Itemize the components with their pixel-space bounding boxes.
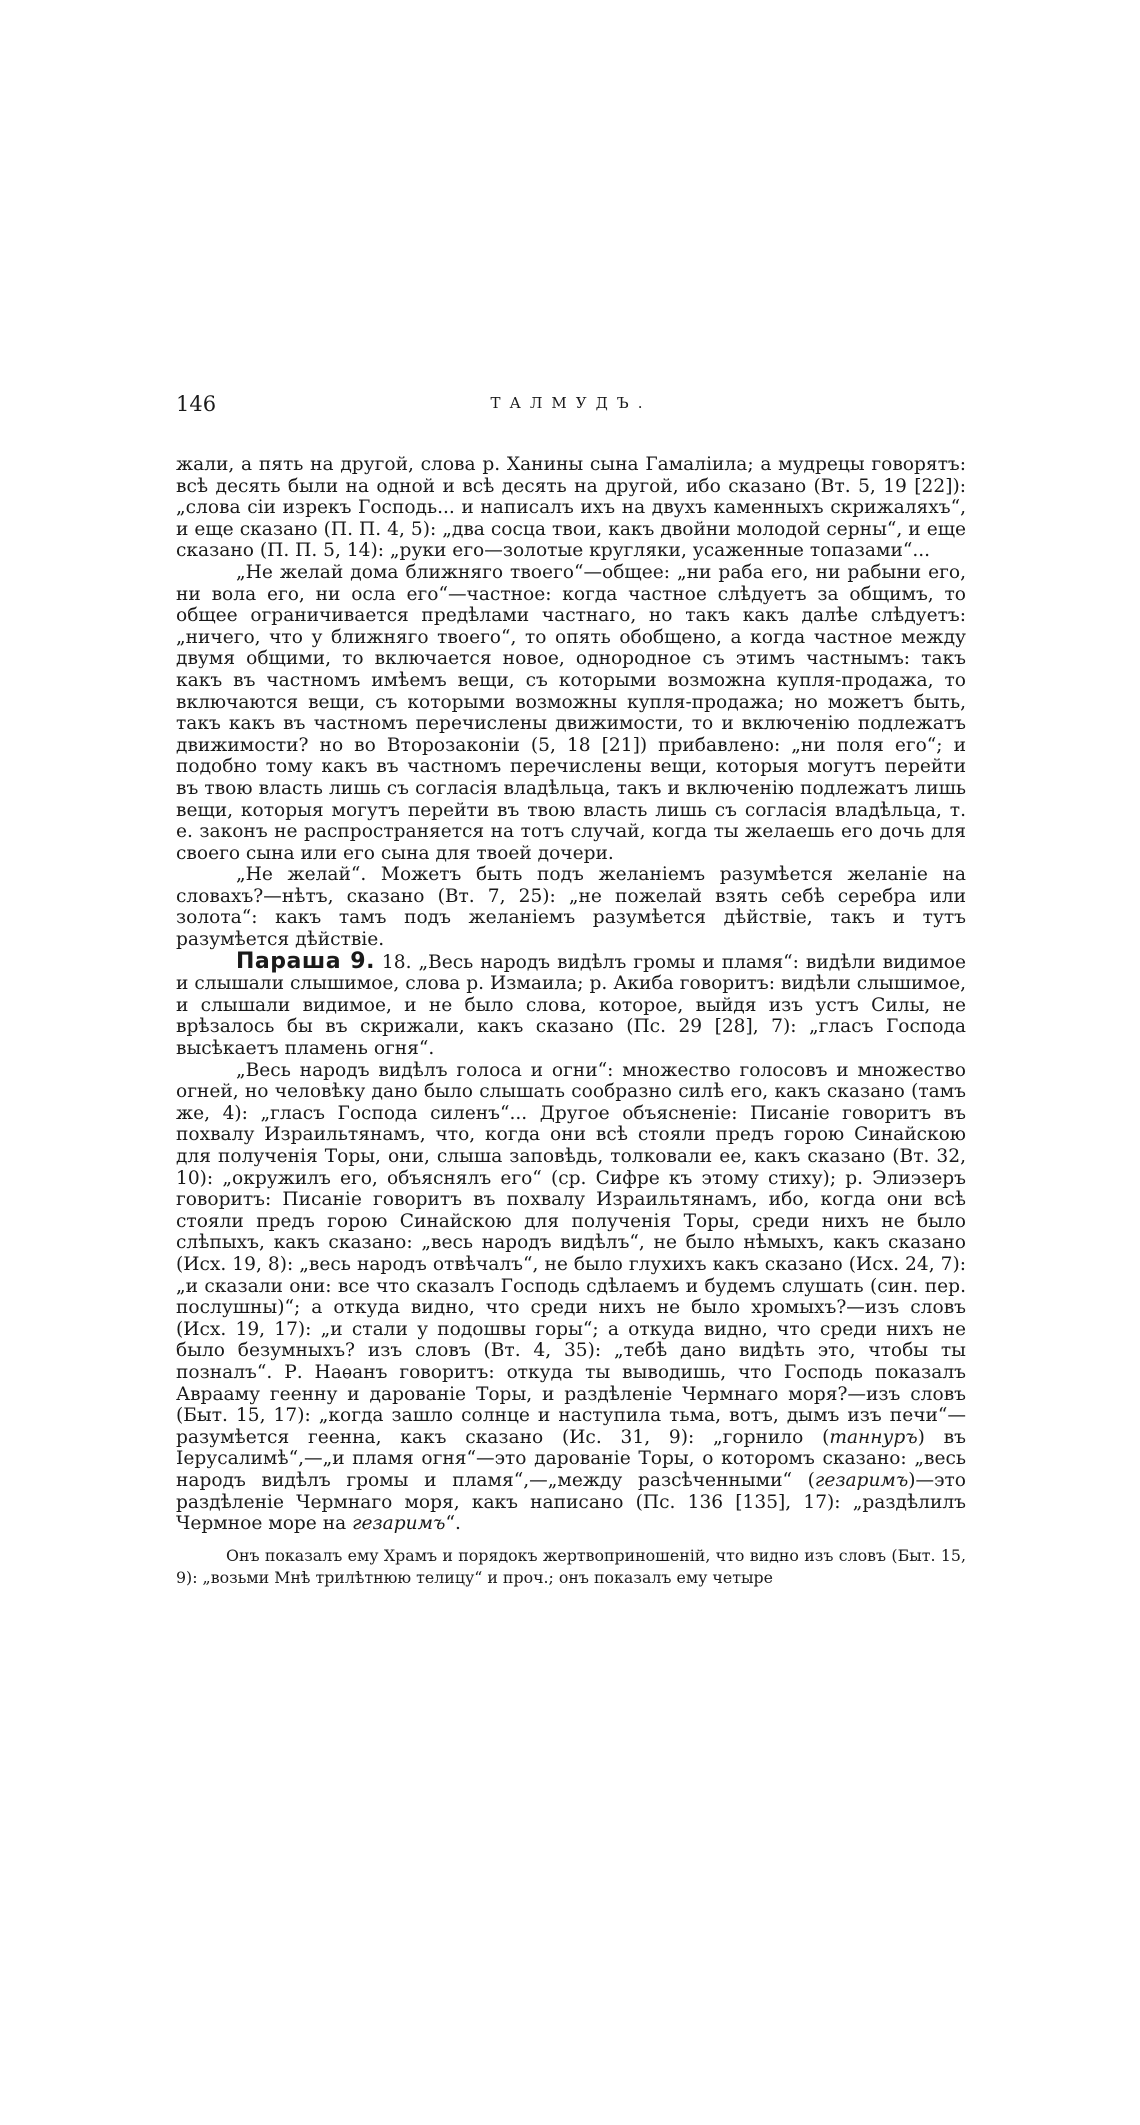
- paragraph-5-text-c: )—это раздѣленіе Чермнаго моря, какъ написано (Пс. 136 [135], 17): „раздѣлилъ Чермное море на: [176, 1469, 966, 1535]
- page-body: [176, 454, 966, 1589]
- paragraph-5-text-b: ) въ Іерусалимѣ“,—„и пламя огня“—это дарованіе Торы, о которомъ сказано: „весь народъ видѣлъ громы и пламя“,—„между разсѣченными“ (: [176, 1426, 966, 1491]
- paragraph-5: [176, 1060, 966, 1535]
- italic-term-gezarim-2: гезаримъ: [352, 1513, 446, 1535]
- paragraph-5-text-d: “.: [445, 1513, 461, 1535]
- page-number: 146: [176, 392, 217, 416]
- paragraph-2: „Не желай дома ближняго твоего“—общее: „ни раба его, ни рабыни его, ни вола его, ни осла его“—частное: когда частное слѣдуетъ за общимъ, то общее ограничивается предѣлами частнаго, но такъ какъ далѣе слѣдуетъ: „ничего, что у ближняго твоего“, то опять обобщено, а когда частное между двумя общими, то включается новое, однородное съ этимъ частнымъ: такъ какъ въ частномъ имѣемъ вещи, съ которыми возможна купля-продажа, то включаются вещи, съ которыми возможны купля-продажа; но можетъ быть, такъ какъ въ частномъ перечислены движимости, то и включенію подлежатъ движимости? но во Второзаконіи (5, 18 [21]) прибавлено: „ни поля его“; и подобно тому какъ въ частномъ перечислены вещи, которыя могутъ перейти въ твою власть лишь съ согласія владѣльца, такъ и включенію подлежатъ лишь вещи, которыя могутъ перейти въ твою власть лишь съ согласія владѣльца, т. е. законъ не распространяется на тотъ случай, когда ты желаешь его дочь для своего сына или его сына для твоей дочери.: [176, 561, 966, 864]
- parasha-heading: Параша 9.: [236, 948, 375, 974]
- page-header: [176, 392, 966, 424]
- paragraph-3: „Не желай“. Можетъ быть подъ желаніемъ разумѣется желаніе на словахъ?—нѣтъ, сказано (Вт. 7, 25): „не пожелай взять себѣ серебра или золота“: какъ тамъ подъ желаніемъ разумѣется дѣйствіе, такъ и тутъ разумѣется дѣйствіе.: [176, 864, 966, 951]
- italic-term-gezarim: гезаримъ: [814, 1469, 909, 1491]
- italic-term-tannur: таннуръ: [829, 1426, 918, 1448]
- paragraph-5-text-a: „Весь народъ видѣлъ голоса и огни“: множество голосовъ и множество огней, но человѣку дано было слышать сообразно силѣ его, какъ сказано (тамъ же, 4): „гласъ Господа силенъ“... Другое объясненіе: Писаніе говоритъ въ похвалу Израильтянамъ, что, когда они всѣ стояли предъ горою Синайскою для полученія Торы, они, слыша заповѣдь, толковали ее, какъ сказано (Вт. 32, 10): „окружилъ его, объяснялъ его“ (ср. Сифре къ этому стиху); р. Элиэзеръ говоритъ: Писаніе говоритъ въ похвалу Израильтянамъ, ибо, когда они всѣ стояли предъ горою Синайскою для полученія Торы, среди нихъ не было слѣпыхъ, какъ сказано: „весь народъ видѣлъ“, не было нѣмыхъ, какъ сказано (Исх. 19, 8): „весь народъ отвѣчалъ“, не было глухихъ какъ сказано (Исх. 24, 7): „и сказали они: все что сказалъ Господь сдѣлаемъ и будемъ слушать (син. пер. послушны)“; а откуда видно, что среди нихъ не было хромыхъ?—изъ словъ (Исх. 19, 17): „и стали у подошвы горы“; а откуда видно, что среди нихъ не было безумныхъ? изъ словъ (Вт. 4, 35): „тебѣ дано видѣть это, чтобы ты позналъ“. Р. Наѳанъ говоритъ: откуда ты выводишь, что Господь показалъ Аврааму геенну и дарованіе Торы, и раздѣленіе Чермнаго моря?—изъ словъ (Быт. 15, 17): „когда зашло солнце и наступила тьма, вотъ, дымъ изъ печи“—разумѣется геенна, какъ сказано (Ис. 31, 9): „горнило (: [176, 1059, 966, 1448]
- paragraph-4: [176, 948, 966, 1060]
- footnote: Онъ показалъ ему Храмъ и порядокъ жертвоприношеній, что видно изъ словъ (Быт. 15, 9): „возьми Мнѣ трилѣтнюю телицу“ и проч.; онъ показалъ ему четыре: [176, 1545, 966, 1587]
- running-title: ТАЛМУДЪ.: [490, 394, 652, 412]
- paragraph-1: жали, а пять на другой, слова р. Ханины сына Гамаліила; а мудрецы говорятъ: всѣ десять были на одной и всѣ десять на другой, ибо сказано (Вт. 5, 19 [22]): „слова сіи изрекъ Господь... и написалъ ихъ на двухъ каменныхъ скрижаляхъ“, и еще сказано (П. П. 4, 5): „два сосца твои, какъ двойни молодой серны“, и еще сказано (П. П. 5, 14): „руки его—золотые кругляки, усаженные топазами“...: [176, 454, 966, 562]
- paragraph-4-text: 18. „Весь народъ видѣлъ громы и пламя“: видѣли видимое и слышали слышимое, слова р. Измаила; р. Акиба говоритъ: видѣли слышимое, и слышали видимое, и не было слова, которое, выйдя изъ устъ Силы, не врѣзалось бы въ скрижали, какъ сказано (Пс. 29 [28], 7): „гласъ Господа высѣкаетъ пламень огня“.: [176, 951, 966, 1060]
